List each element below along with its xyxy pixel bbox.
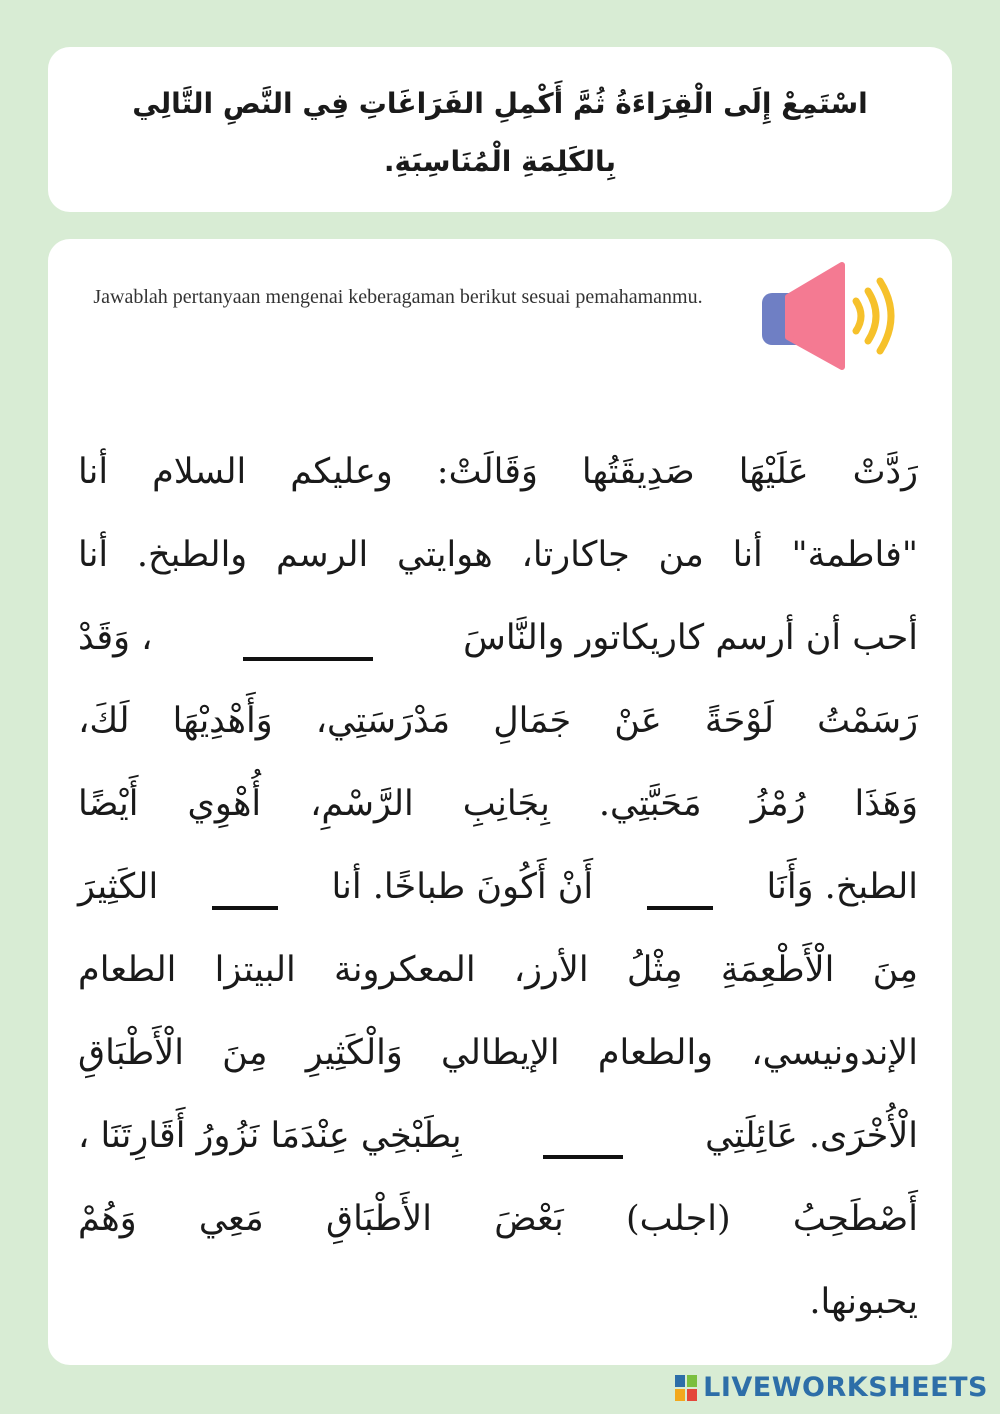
word: من xyxy=(658,535,704,575)
passage-line-4 xyxy=(78,680,918,763)
passage-line-7 xyxy=(78,929,918,1012)
passage-line-11 xyxy=(78,1261,918,1344)
word: الأرز، xyxy=(513,950,589,990)
passage-line-3 xyxy=(78,597,918,680)
word: وَقَالَتْ: xyxy=(436,452,538,492)
line-text: أحب أن أرسم كاريكاتور والنَّاسَ xyxy=(463,618,918,658)
word: مَدْرَسَتِي، xyxy=(315,701,451,741)
speaker-icon[interactable] xyxy=(758,261,908,371)
word: مِنَ xyxy=(872,950,918,990)
word: بَعْضَ xyxy=(494,1199,564,1239)
word: رَسَمْتُ xyxy=(817,701,918,741)
word: أنا xyxy=(78,452,109,492)
audio-hint-text: Jawablah pertanyaan mengenai keberagaman berikut sesuai pemahamanmu. xyxy=(93,286,703,308)
word: وَأَهْدِيْهَا xyxy=(172,701,273,741)
liveworksheets-logo-icon xyxy=(675,1375,697,1401)
word: هوايتي xyxy=(397,535,493,575)
word: الطعام xyxy=(78,950,177,990)
passage-line-10 xyxy=(78,1178,918,1261)
reading-passage xyxy=(78,431,918,1344)
blank-2-input[interactable] xyxy=(647,878,713,910)
word: مِثْلُ xyxy=(626,950,683,990)
word: وَالْكَثِيرِ xyxy=(305,1033,403,1073)
content-card xyxy=(48,239,952,1365)
word: رَدَّتْ xyxy=(852,452,918,492)
blank-3-input[interactable] xyxy=(212,878,278,910)
word: بِجَانِبِ xyxy=(462,784,550,824)
passage-line-9 xyxy=(78,1095,918,1178)
passage-line-2 xyxy=(78,514,918,597)
word: أُهْوِي xyxy=(187,784,262,824)
word: الإيطالي xyxy=(441,1033,560,1073)
word: صَدِيقَتُها xyxy=(581,452,695,492)
liveworksheets-wordmark: LIVEWORKSHEETS xyxy=(703,1372,988,1403)
word: أنا xyxy=(732,535,763,575)
passage-line-8 xyxy=(78,1012,918,1095)
word: السلام xyxy=(152,452,247,492)
word: الْأَطْبَاقِ xyxy=(78,1033,184,1073)
line-text: ، وَقَدْ xyxy=(78,618,153,658)
word: عَنْ xyxy=(614,701,662,741)
word: عَلَيْهَا xyxy=(738,452,809,492)
word: وعليكم xyxy=(290,452,393,492)
word: (اجلب) xyxy=(625,1199,731,1239)
instruction-card xyxy=(48,47,952,212)
word: أنا xyxy=(78,535,109,575)
passage-line-6 xyxy=(78,846,918,929)
line-text: الكَثِيرَ xyxy=(78,867,159,907)
instruction-text: اسْتَمِعْ إِلَى الْقِرَاءَةُ ثُمَّ أَكْمِلِ الفَرَاغَاتِ فِي النَّصِ التَّالِي بِالكَلِمَةِ الْمُنَاسِبَةِ. xyxy=(132,87,868,178)
word: الرَّسْمِ، xyxy=(310,784,414,824)
blank-4-input[interactable] xyxy=(543,1127,623,1159)
word: جاكارتا، xyxy=(521,535,630,575)
word: المعكرونة xyxy=(333,950,476,990)
liveworksheets-branding[interactable] xyxy=(675,1372,988,1403)
blank-1-input[interactable] xyxy=(243,629,373,661)
word: الرسم xyxy=(275,535,369,575)
word: والطعام xyxy=(597,1033,714,1073)
word: الإندونيسي، xyxy=(751,1033,918,1073)
word: رُمْزُ xyxy=(750,784,806,824)
word: وَهُمْ xyxy=(78,1199,137,1239)
word: وَهَذَا xyxy=(854,784,918,824)
word: مِنَ xyxy=(222,1033,268,1073)
word: لَوْحَةً xyxy=(704,701,775,741)
word: البيتزا xyxy=(214,950,296,990)
word: أَصْطَحِبُ xyxy=(792,1199,918,1239)
passage-line-5 xyxy=(78,763,918,846)
word: جَمَالِ xyxy=(493,701,572,741)
word: "فاطمة" xyxy=(791,535,918,575)
word: الْأَطْعِمَةِ xyxy=(720,950,835,990)
line-text: الْأُخْرَى. عَائِلَتِي xyxy=(705,1116,918,1156)
line-text: بِطَبْخِي عِنْدَمَا نَزُورُ أَقَارِتَنَا ، xyxy=(78,1116,462,1156)
word: والطبخ. xyxy=(136,535,248,575)
word: مَعِي xyxy=(198,1199,264,1239)
word: لَكَ، xyxy=(78,701,130,741)
word: أَيْضًا xyxy=(78,784,139,824)
passage-line-1 xyxy=(78,431,918,514)
line-text: الطبخ. وَأَنَا xyxy=(766,867,918,907)
word: مَحَبَّتِي. xyxy=(598,784,702,824)
line-text: أَنْ أَكُونَ طباخًا. أنا xyxy=(331,867,594,907)
word: الأَطْبَاقِ xyxy=(326,1199,432,1239)
line-text: يحبونها. xyxy=(809,1282,918,1322)
